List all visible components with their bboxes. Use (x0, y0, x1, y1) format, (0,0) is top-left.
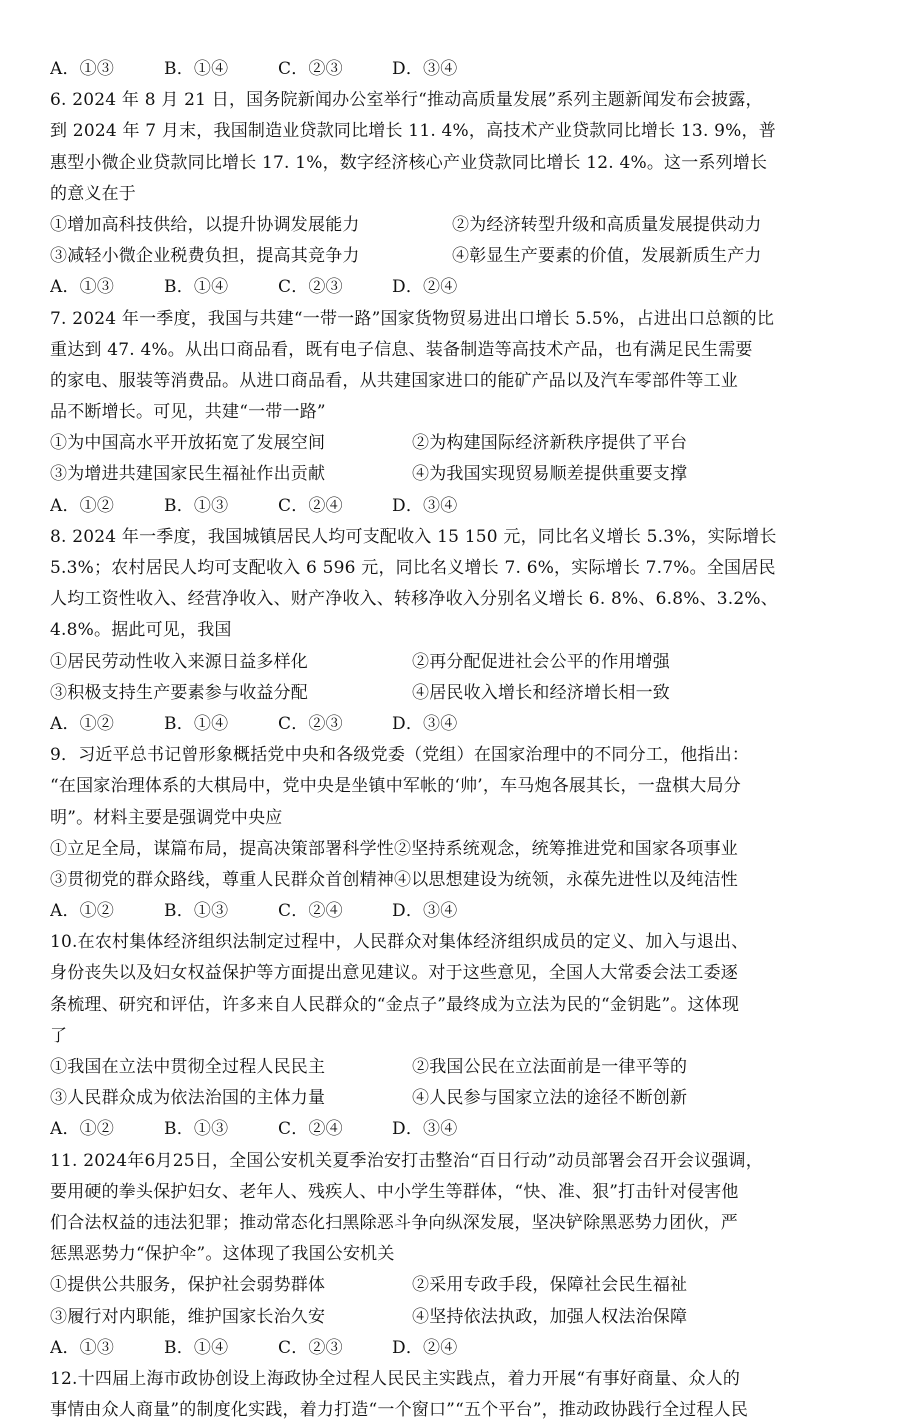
choice-d: D．③④ (392, 59, 458, 79)
q11-choices (50, 1333, 856, 1364)
option-4: ④居民收入增长和经济增长相一致 (412, 682, 670, 703)
options-row (50, 1083, 856, 1114)
option-2: ②采用专政手段，保障社会民生福祉 (412, 1275, 688, 1296)
question-stem-line: 重达到 47. 4%。从出口商品看，既有电子信息、装备制造等高技术产品，也有满足民生需要 (50, 339, 753, 360)
q7-choices (50, 491, 856, 522)
question-stem-line: 11. 2024年6月25日，全国公安机关夏季治安打击整治“百日行动”动员部署会召开会议强调， (50, 1150, 763, 1171)
q5-choices (50, 54, 856, 85)
choice-d: D．②④ (392, 277, 458, 298)
option-2: ②为经济转型升级和高质量发展提供动力 (452, 214, 762, 235)
choice-c: C．②③ (278, 59, 343, 79)
options-line: ③贯彻党的群众路线，尊重人民群众首创精神④以思想建设为统领，永葆先进性以及纯洁性 (50, 869, 738, 890)
question-stem-line: 5.3%；农村居民人均可支配收入 6 596 元，同比名义增长 7. 6%，实际增长 7.7%。全国居民 (50, 558, 776, 578)
option-4: ④坚持依法执政，加强人权法治保障 (412, 1306, 688, 1327)
choice-a: A．①② (50, 901, 115, 922)
options-row (50, 428, 856, 459)
choice-c: C．②④ (278, 1119, 343, 1140)
choice-a: A．①② (50, 713, 115, 734)
option-3: ③人民群众成为依法治国的主体力量 (50, 1088, 326, 1109)
choice-d: D．③④ (392, 495, 458, 516)
choice-c: C．②③ (278, 277, 343, 298)
question-stem-line: 的意义在于 (50, 183, 136, 204)
q10-choices (50, 1114, 856, 1145)
question-stem-line: “在国家治理体系的大棋局中，党中央是坐镇中军帐的‘帅’，车马炮各展其长，一盘棋大局分 (50, 776, 741, 797)
choice-d: D．②④ (392, 1337, 458, 1358)
question-stem-line: 人均工资性收入、经营净收入、财产净收入、转移净收入分别名义增长 6. 8%、6.8%、3.2%、 (50, 589, 778, 610)
choice-a: A．①③ (50, 1337, 115, 1358)
options-row (50, 1270, 856, 1301)
question-stem-line: 惩黑恶势力“保护伞”。这体现了我国公安机关 (50, 1244, 395, 1265)
options-line: ①立足全局，谋篇布局，提高决策部署科学性②坚持系统观念，统筹推进党和国家各项事业 (50, 838, 738, 859)
question-10 (50, 927, 856, 1145)
option-4: ④为我国实现贸易顺差提供重要支撑 (412, 464, 688, 485)
option-4: ④彰显生产要素的价值，发展新质生产力 (452, 246, 762, 267)
question-stem-line: 条梳理、研究和评估，许多来自人民群众的“金点子”最终成为立法为民的“金钥匙”。这体现 (50, 994, 740, 1015)
question-6 (50, 85, 856, 303)
question-stem-line: 到 2024 年 7 月末，我国制造业贷款同比增长 11. 4%，高技术产业贷款同比增长 13. 9%，普 (50, 121, 776, 142)
option-1: ①我国在立法中贯彻全过程人民民主 (50, 1057, 326, 1077)
choice-d: D．③④ (392, 901, 458, 922)
option-1: ①增加高科技供给，以提升协调发展能力 (50, 214, 360, 235)
option-2: ②为构建国际经济新秩序提供了平台 (412, 433, 688, 454)
options-row (50, 241, 856, 272)
choice-b: B．①③ (164, 1119, 229, 1140)
choice-c: C．②④ (278, 495, 343, 516)
option-2: ②我国公民在立法面前是一律平等的 (412, 1057, 688, 1077)
question-stem-line: 要用硬的拳头保护妇女、老年人、残疾人、中小学生等群体，“快、准、狠”打击针对侵害他 (50, 1181, 739, 1202)
choice-d: D．③④ (392, 713, 458, 734)
choice-c: C．②④ (278, 901, 343, 922)
options-row (50, 210, 856, 241)
choice-a: A．①② (50, 1119, 115, 1140)
q9-choices (50, 896, 856, 927)
choice-b: B．①④ (164, 277, 229, 298)
question-9 (50, 740, 856, 927)
option-1: ①提供公共服务，保护社会弱势群体 (50, 1275, 326, 1296)
q8-choices (50, 709, 856, 740)
options-row (50, 678, 856, 709)
choice-c: C．②③ (278, 1337, 343, 1358)
option-4: ④人民参与国家立法的途径不断创新 (412, 1088, 688, 1109)
options-row (50, 459, 856, 490)
question-stem-line: 9．习近平总书记曾形象概括党中央和各级党委（党组）在国家治理中的不同分工，他指出： (50, 745, 750, 766)
question-stem-line: 惠型小微企业贷款同比增长 17. 1%，数字经济核心产业贷款同比增长 12. 4%。这一系列增长 (50, 152, 768, 173)
question-11 (50, 1146, 856, 1364)
question-stem-line: 了 (50, 1025, 68, 1046)
option-3: ③履行对内职能，维护国家长治久安 (50, 1306, 326, 1327)
choice-b: B．①④ (164, 713, 229, 734)
options-row (50, 647, 856, 678)
question-stem-line: 明”。材料主要是强调党中央应 (50, 807, 283, 828)
question-stem-line: 的家电、服装等消费品。从进口商品看，从共建国家进口的能矿产品以及汽车零部件等工业 (50, 370, 738, 391)
choice-a: A．①③ (50, 59, 115, 79)
choice-b: B．①④ (164, 59, 229, 79)
question-stem-line: 们合法权益的违法犯罪；推动常态化扫黑除恶斗争向纵深发展，坚决铲除黑恶势力团伙，严 (50, 1212, 738, 1233)
question-stem-line: 身份丧失以及妇女权益保护等方面提出意见建议。对于这些意见，全国人大常委会法工委逐 (50, 963, 738, 984)
choice-b: B．①③ (164, 901, 229, 922)
question-12 (50, 1364, 856, 1426)
question-7 (50, 304, 856, 522)
choice-a: A．①③ (50, 277, 115, 298)
option-2: ②再分配促进社会公平的作用增强 (412, 651, 670, 672)
question-stem-line: 12.十四届上海市政协创设上海政协全过程人民民主实践点，着力开展“有事好商量、众人的 (50, 1368, 741, 1389)
option-3: ③减轻小微企业税费负担，提高其竞争力 (50, 246, 360, 267)
options-row (50, 1052, 856, 1083)
question-stem-line: 4.8%。据此可见，我国 (50, 620, 232, 641)
question-stem-line: 8. 2024 年一季度，我国城镇居民人均可支配收入 15 150 元，同比名义增长 5.3%，实际增长 (50, 526, 777, 547)
question-stem-line: 6. 2024 年 8 月 21 日，国务院新闻办公室举行“推动高质量发展”系列主题新闻发布会披露， (50, 90, 763, 111)
option-3: ③积极支持生产要素参与收益分配 (50, 682, 308, 703)
options-row (50, 1302, 856, 1333)
question-stem-line: 品不断增长。可见，共建“一带一路” (50, 402, 326, 423)
option-3: ③为增进共建国家民生福祉作出贡献 (50, 464, 326, 485)
choice-d: D．③④ (392, 1119, 458, 1140)
choice-b: B．①④ (164, 1337, 229, 1358)
q6-choices (50, 272, 856, 303)
choice-b: B．①③ (164, 495, 229, 516)
choice-c: C．②③ (278, 713, 343, 734)
choice-a: A．①② (50, 495, 115, 516)
option-1: ①为中国高水平开放拓宽了发展空间 (50, 433, 326, 454)
question-stem-line: 10.在农村集体经济组织法制定过程中，人民群众对集体经济组织成员的定义、加入与退出、 (50, 932, 749, 953)
question-stem-line: 7. 2024 年一季度，我国与共建“一带一路”国家货物贸易进出口增长 5.5%，占进出口总额的比 (50, 308, 775, 329)
question-8 (50, 522, 856, 740)
option-1: ①居民劳动性收入来源日益多样化 (50, 651, 308, 672)
question-stem-line: 事情由众人商量”的制度化实践，着力打造“一个窗口”“五个平台”，推动政协践行全过程人民 (50, 1400, 749, 1421)
